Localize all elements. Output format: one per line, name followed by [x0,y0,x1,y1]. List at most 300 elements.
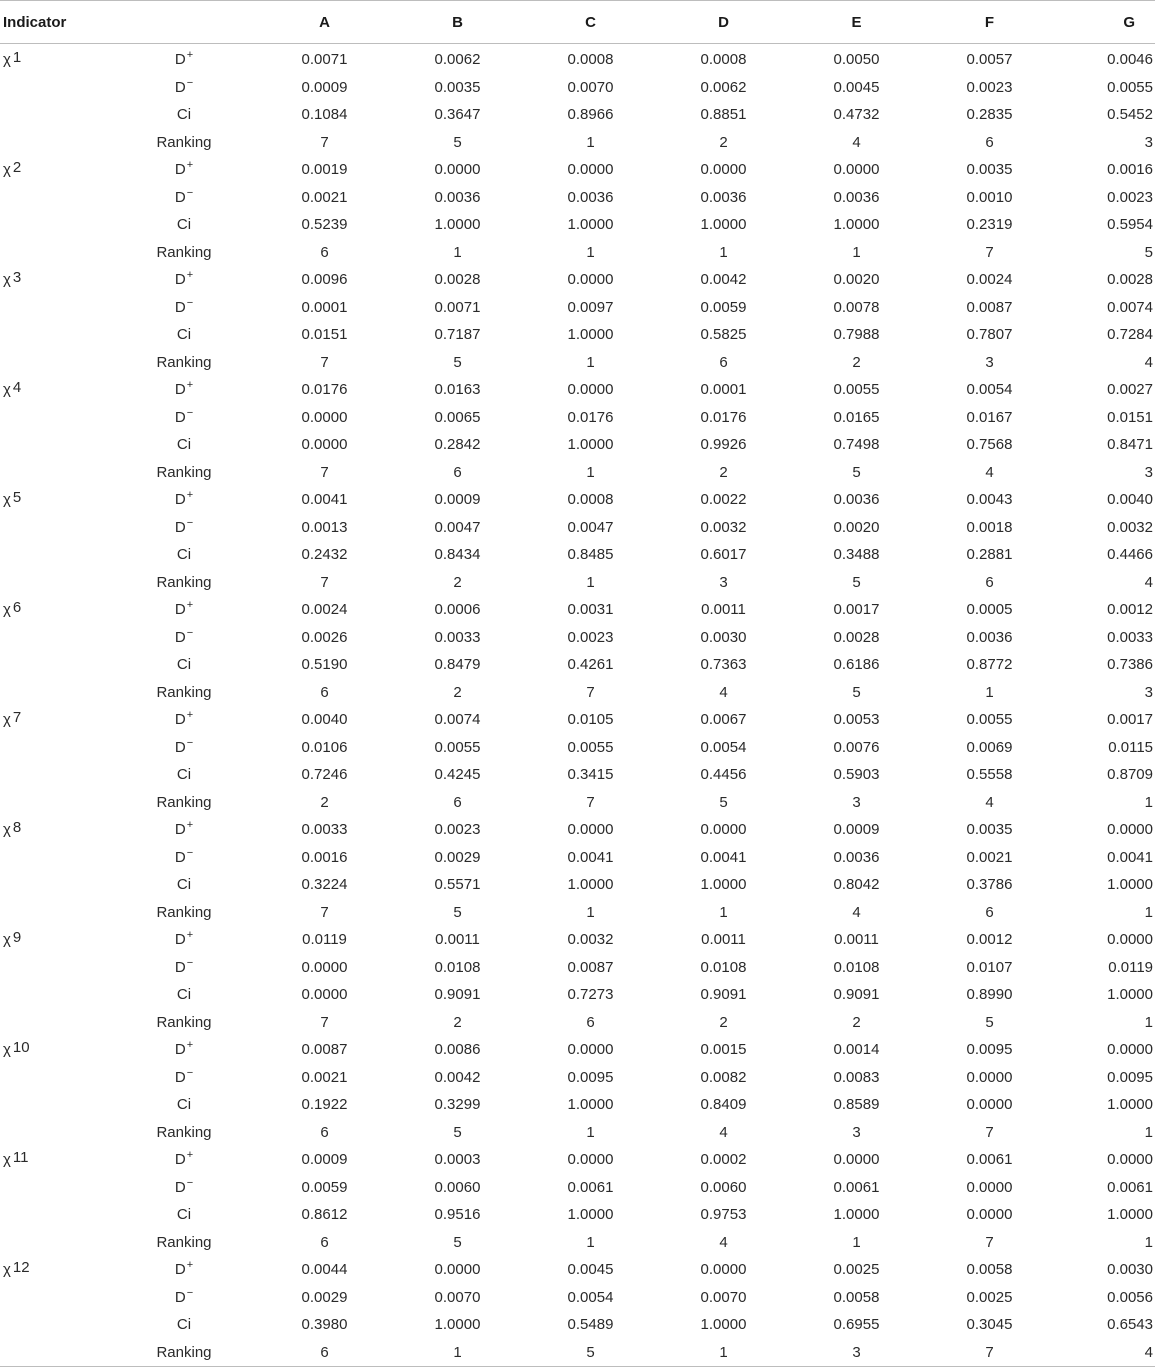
value-cell: 5 [1144,243,1153,261]
value-cell: 0.0021 [301,1068,348,1086]
indicator-cell: χ 10 [3,1039,30,1059]
measure-label: D− [174,1066,194,1086]
value-cell: 0.1084 [301,106,348,124]
indicator-subscript: 5 [12,489,22,507]
value-cell: 0.0061 [833,1178,880,1196]
value-cell: 0.8966 [567,106,614,124]
value-cell: 1 [586,1123,595,1141]
sign-superscript: − [186,736,194,749]
value-cell: 0.0036 [700,188,747,206]
value-cell: 0.0009 [301,1151,348,1169]
value-cell: 1.0000 [567,436,614,454]
value-cell: 0.0040 [1107,491,1153,509]
value-cell: 3 [985,353,994,371]
indicator-cell [0,844,110,872]
value-cell: 0.0000 [833,161,880,179]
value-cell: 0.8589 [833,1096,880,1114]
value-cell: 6 [320,243,329,261]
value-cell: 4 [719,1233,728,1251]
value-cell: 7 [985,1123,994,1141]
value-cell: 4 [719,1123,728,1141]
sign-superscript: + [186,379,194,392]
sign-superscript: − [186,846,194,859]
value-cell: 0.0000 [966,1178,1013,1196]
value-cell: 0.8471 [1107,436,1153,454]
value-cell: 0.0078 [833,298,880,316]
table-row [0,761,1155,789]
value-cell: 1 [1144,903,1153,921]
value-cell: 0.0013 [301,518,348,536]
value-cell: 0.0012 [966,931,1013,949]
sign-superscript: − [186,516,194,529]
table-row [0,404,1155,432]
value-cell: 0.9091 [434,986,481,1004]
value-cell: 0.0095 [966,1041,1013,1059]
indicator-cell [0,239,110,267]
value-cell: 1 [453,243,462,261]
measure-label: Ci [176,546,192,564]
value-cell: 0.0087 [567,958,614,976]
value-cell: 0.3415 [567,766,614,784]
measure-label: D− [174,1286,194,1306]
table-row [0,486,1155,514]
value-cell: 0.0021 [301,188,348,206]
measure-label: D+ [174,929,194,949]
value-cell: 0.3299 [434,1096,481,1114]
value-cell: 3 [852,793,861,811]
table-row [0,541,1155,569]
value-cell: 0.7807 [966,326,1013,344]
value-cell: 0.0000 [567,1041,614,1059]
value-cell: 0.0000 [567,1151,614,1169]
value-cell: 0.0062 [434,51,481,69]
value-cell: 0.0047 [567,518,614,536]
table-row [0,734,1155,762]
value-cell: 0.0151 [301,326,348,344]
value-cell: 1 [586,133,595,151]
value-cell: 1 [852,243,861,261]
table-row [0,1256,1155,1284]
value-cell: 0.0012 [1107,601,1153,619]
header-indicator: Indicator [0,1,110,44]
table-body [0,44,1155,1367]
value-cell: 0.0055 [1107,78,1153,96]
value-cell: 6 [453,463,462,481]
value-cell: 4 [719,683,728,701]
value-cell: 0.3045 [966,1316,1013,1334]
value-cell: 0.0070 [567,78,614,96]
value-cell: 1.0000 [567,216,614,234]
value-cell: 1.0000 [700,1316,747,1334]
indicator-cell: χ 4 [3,379,22,399]
value-cell: 1 [719,903,728,921]
value-cell: 0.0000 [301,986,348,1004]
value-cell: 0.9516 [434,1206,481,1224]
value-cell: 0.0001 [301,298,348,316]
indicator-subscript: 1 [12,49,22,67]
sign-superscript: − [186,626,194,639]
value-cell: 1.0000 [567,326,614,344]
sign-superscript: − [186,1066,194,1079]
header-alternative-a: A [258,1,391,44]
value-cell: 0.8772 [966,656,1013,674]
value-cell: 0.0070 [434,1288,481,1306]
value-cell: 5 [453,903,462,921]
indicator-cell [0,101,110,129]
value-cell: 0.0010 [966,188,1013,206]
value-cell: 5 [719,793,728,811]
value-cell: 0.0000 [966,1096,1013,1114]
value-cell: 7 [586,793,595,811]
measure-label: Ci [176,106,192,124]
value-cell: 7 [320,463,329,481]
value-cell: 0.0033 [1107,628,1153,646]
value-cell: 4 [852,133,861,151]
value-cell: 0.5903 [833,766,880,784]
value-cell: 0.0108 [700,958,747,976]
value-cell: 2 [453,1013,462,1031]
indicator-cell [0,679,110,707]
header-alternative-e: E [790,1,923,44]
value-cell: 0.0000 [434,161,481,179]
value-cell: 0.0009 [301,78,348,96]
indicator-cell [0,321,110,349]
value-cell: 7 [320,353,329,371]
measure-label: D− [174,406,194,426]
value-cell: 0.4466 [1107,546,1153,564]
value-cell: 0.0031 [567,601,614,619]
value-cell: 0.0041 [1107,848,1153,866]
indicator-cell: χ 6 [3,599,22,619]
value-cell: 0.0096 [301,271,348,289]
indicator-cell [0,129,110,157]
measure-label: Ci [176,1206,192,1224]
value-cell: 0.8409 [700,1096,747,1114]
value-cell: 3 [852,1123,861,1141]
value-cell: 0.0060 [434,1178,481,1196]
value-cell: 1.0000 [700,216,747,234]
value-cell: 0.1922 [301,1096,348,1114]
table-row [0,1091,1155,1119]
measure-label: Ranking [156,463,212,481]
header-measure [110,1,258,44]
measure-label: Ranking [156,793,212,811]
measure-label: Ci [176,656,192,674]
indicator-cell [0,459,110,487]
indicator-cell [0,1339,110,1367]
value-cell: 0.5825 [700,326,747,344]
sign-superscript: + [186,819,194,832]
table-row [0,376,1155,404]
value-cell: 5 [852,683,861,701]
measure-label: Ranking [156,573,212,591]
value-cell: 0.0015 [700,1041,747,1059]
measure-label: Ci [176,1096,192,1114]
value-cell: 0.0026 [301,628,348,646]
value-cell: 3 [719,573,728,591]
value-cell: 0.0020 [833,271,880,289]
measure-label: D− [174,516,194,536]
value-cell: 0.0061 [567,1178,614,1196]
value-cell: 0.0014 [833,1041,880,1059]
value-cell: 0.0006 [434,601,481,619]
value-cell: 6 [320,1123,329,1141]
indicator-cell: χ 7 [3,709,22,729]
table-row [0,679,1155,707]
value-cell: 0.0163 [434,381,481,399]
indicator-cell: χ 8 [3,819,22,839]
value-cell: 0.0083 [833,1068,880,1086]
value-cell: 0.0053 [833,711,880,729]
value-cell: 0.0029 [301,1288,348,1306]
indicator-cell [0,954,110,982]
value-cell: 0.0028 [1107,271,1153,289]
value-cell: 0.0022 [700,491,747,509]
value-cell: 2 [453,573,462,591]
indicator-subscript: 8 [12,819,22,837]
header-alternative-c: C [524,1,657,44]
value-cell: 0.0000 [301,408,348,426]
indicator-cell [0,211,110,239]
value-cell: 5 [985,1013,994,1031]
value-cell: 0.0005 [966,601,1013,619]
table-header [0,1,1155,44]
value-cell: 0.0047 [434,518,481,536]
value-cell: 0.0009 [833,821,880,839]
value-cell: 0.0046 [1107,51,1153,69]
value-cell: 0.7498 [833,436,880,454]
measure-label: D+ [174,379,194,399]
measure-label: D− [174,736,194,756]
value-cell: 7 [320,1013,329,1031]
value-cell: 1 [852,1233,861,1251]
indicator-cell [0,1119,110,1147]
header-row [0,1,1155,44]
value-cell: 1.0000 [434,1316,481,1334]
value-cell: 0.0082 [700,1068,747,1086]
value-cell: 0.0011 [701,931,746,949]
value-cell: 0.0000 [567,381,614,399]
indicator-cell [0,294,110,322]
table-row [0,844,1155,872]
value-cell: 0.0028 [833,628,880,646]
header-alternative-f: F [923,1,1056,44]
value-cell: 0.0050 [833,51,880,69]
value-cell: 0.0054 [567,1288,614,1306]
sign-superscript: + [186,599,194,612]
indicator-cell [0,761,110,789]
table-row [0,899,1155,927]
value-cell: 4 [852,903,861,921]
value-cell: 0.0036 [833,491,880,509]
value-cell: 0.0023 [966,78,1013,96]
value-cell: 0.0058 [966,1261,1013,1279]
value-cell: 0.0011 [435,931,480,949]
value-cell: 0.0087 [301,1041,348,1059]
table-row [0,871,1155,899]
value-cell: 0.0115 [1108,738,1153,756]
value-cell: 0.0055 [966,711,1013,729]
indicator-cell: χ 2 [3,159,22,179]
table-row [0,981,1155,1009]
value-cell: 0.7568 [966,436,1013,454]
value-cell: 5 [453,133,462,151]
indicator-subscript: 2 [12,159,22,177]
value-cell: 2 [719,463,728,481]
value-cell: 6 [985,133,994,151]
value-cell: 0.0032 [1107,518,1153,536]
value-cell: 1 [1144,793,1153,811]
measure-label: D+ [174,599,194,619]
value-cell: 0.0000 [434,1261,481,1279]
indicator-cell [0,541,110,569]
value-cell: 0.0016 [1107,161,1153,179]
value-cell: 0.0019 [301,161,348,179]
value-cell: 0.0042 [434,1068,481,1086]
value-cell: 7 [320,573,329,591]
value-cell: 0.7246 [301,766,348,784]
value-cell: 7 [985,1233,994,1251]
value-cell: 0.7386 [1107,656,1153,674]
indicator-cell [0,1201,110,1229]
sign-superscript: + [186,269,194,282]
value-cell: 0.8485 [567,546,614,564]
sign-superscript: + [186,709,194,722]
measure-label: D− [174,1176,194,1196]
value-cell: 6 [320,683,329,701]
measure-label: Ranking [156,1013,212,1031]
sign-superscript: + [186,159,194,172]
sign-superscript: + [186,1039,194,1052]
value-cell: 0.9753 [700,1206,747,1224]
table-row [0,459,1155,487]
table-row [0,651,1155,679]
value-cell: 0.0097 [567,298,614,316]
value-cell: 6 [985,903,994,921]
value-cell: 0.9091 [833,986,880,1004]
indicator-cell [0,899,110,927]
header-alternative-g: G [1056,1,1155,44]
table-row [0,1064,1155,1092]
value-cell: 0.0058 [833,1288,880,1306]
value-cell: 6 [453,793,462,811]
sign-superscript: − [186,406,194,419]
measure-label: D− [174,846,194,866]
sign-superscript: + [186,1149,194,1162]
indicator-subscript: 12 [12,1259,30,1277]
value-cell: 0.3224 [301,876,348,894]
value-cell: 0.0036 [434,188,481,206]
indicator-subscript: 3 [12,269,22,287]
table-row [0,1146,1155,1174]
measure-label: Ranking [156,1123,212,1141]
value-cell: 0.0119 [302,931,347,949]
value-cell: 5 [453,353,462,371]
value-cell: 0.0000 [833,1151,880,1169]
table-row [0,624,1155,652]
value-cell: 2 [719,1013,728,1031]
measure-label: D+ [174,49,194,69]
value-cell: 5 [453,1233,462,1251]
value-cell: 0.0055 [833,381,880,399]
table-row [0,1339,1155,1367]
value-cell: 0.0165 [833,408,880,426]
value-cell: 0.0008 [567,491,614,509]
indicator-cell [0,789,110,817]
measure-label: Ranking [156,1233,212,1251]
value-cell: 0.0167 [966,408,1013,426]
value-cell: 0.0024 [301,601,348,619]
value-cell: 0.0036 [567,188,614,206]
value-cell: 7 [320,133,329,151]
value-cell: 0.5954 [1107,216,1153,234]
value-cell: 0.0029 [434,848,481,866]
value-cell: 0.0057 [966,51,1013,69]
indicator-cell [0,349,110,377]
table-row [0,816,1155,844]
value-cell: 0.0016 [301,848,348,866]
measure-label: D− [174,626,194,646]
indicator-cell [0,624,110,652]
value-cell: 0.0033 [434,628,481,646]
value-cell: 1 [657,1339,790,1367]
value-cell: 3 [1144,463,1153,481]
indicator-cell [0,514,110,542]
value-cell: 0.0025 [833,1261,880,1279]
value-cell: 0.0105 [567,711,614,729]
table-row [0,101,1155,129]
indicator-cell [0,1064,110,1092]
value-cell: 1 [1144,1123,1153,1141]
value-cell: 0.0106 [301,738,348,756]
measure-label: D+ [174,159,194,179]
table-row [0,926,1155,954]
value-cell: 0.0000 [301,436,348,454]
value-cell: 0.0035 [966,161,1013,179]
value-cell: 0.8612 [301,1206,348,1224]
indicator-cell [0,734,110,762]
value-cell: 0.8990 [966,986,1013,1004]
value-cell: 0.0023 [1107,188,1153,206]
indicator-cell [0,569,110,597]
value-cell: 0.0018 [966,518,1013,536]
indicator-cell [0,1311,110,1339]
measure-label: Ranking [156,903,212,921]
value-cell: 0.0071 [434,298,481,316]
value-cell: 0.0054 [700,738,747,756]
value-cell: 0.0108 [833,958,880,976]
value-cell: 0.0070 [700,1288,747,1306]
value-cell: 4 [1144,353,1153,371]
value-cell: 0.0040 [301,711,348,729]
value-cell: 0.0076 [833,738,880,756]
indicator-cell [0,1284,110,1312]
value-cell: 0.0033 [301,821,348,839]
value-cell: 0.0000 [700,161,747,179]
value-cell: 0.0023 [434,821,481,839]
value-cell: 0.6955 [833,1316,880,1334]
indicator-cell: χ 11 [3,1149,29,1169]
table-row [0,184,1155,212]
value-cell: 6 [258,1339,391,1367]
indicator-cell: χ 1 [3,49,22,69]
indicator-subscript: 10 [12,1039,30,1057]
value-cell: 0.0030 [1107,1261,1153,1279]
indicator-subscript: 11 [12,1149,29,1167]
value-cell: 0.0017 [833,601,880,619]
value-cell: 0.0001 [700,381,747,399]
value-cell: 0.2319 [966,216,1013,234]
